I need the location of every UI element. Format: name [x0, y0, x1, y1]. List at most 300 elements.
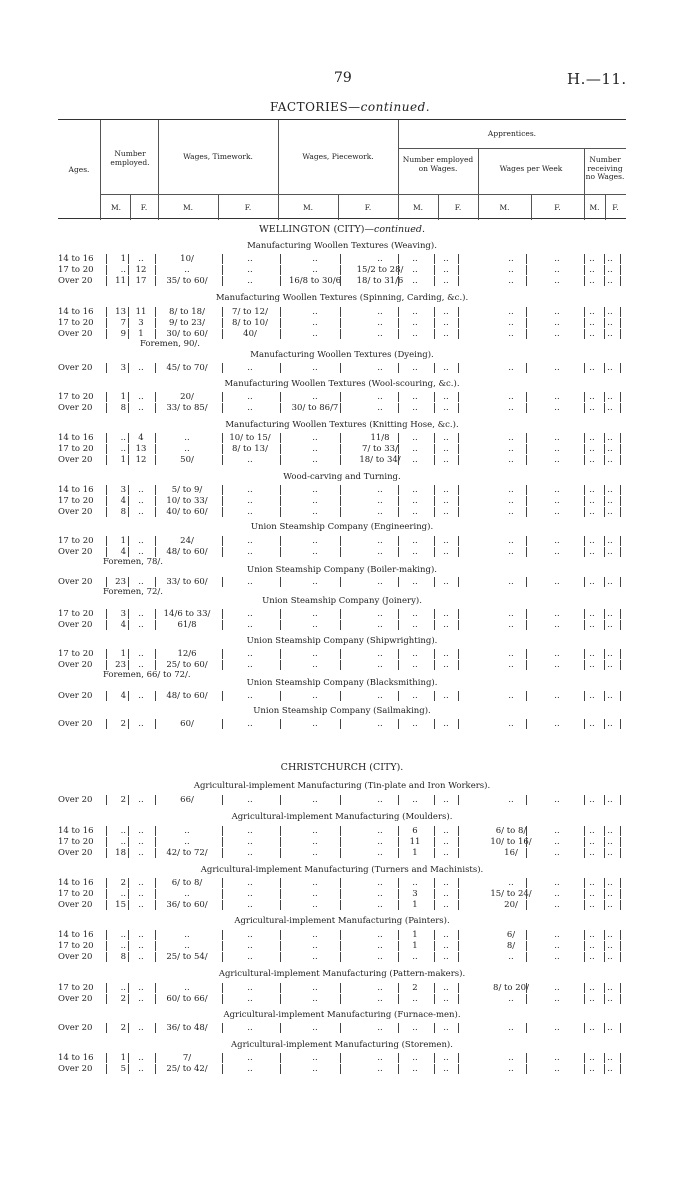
cell-age: 14 to 16 [58, 930, 94, 940]
column-rule [584, 930, 585, 940]
column-rule [434, 900, 435, 910]
cell-app-employed-m: .. [412, 547, 418, 557]
column-rule [604, 620, 605, 630]
column-rule [398, 444, 399, 454]
cell-app-nowages-f: .. [607, 620, 613, 630]
subsection-heading: Union Steamship Company (Joinery). [262, 596, 422, 606]
cell-app-wages-m: .. [508, 455, 514, 465]
cell-app-wages-m: 8/ to 20/ [493, 983, 529, 993]
cell-employed-f: 11 [135, 307, 147, 317]
column-rule [128, 1053, 129, 1063]
cell-timework-m: .. [184, 941, 190, 951]
column-rule [280, 265, 281, 275]
column-rule [128, 254, 129, 264]
column-rule [458, 547, 459, 557]
column-rule [604, 878, 605, 888]
column-rule [434, 577, 435, 587]
column-rule [398, 1023, 399, 1033]
foremen-note: Foremen, 66/ to 72/. [103, 670, 191, 680]
column-rule [340, 1023, 341, 1033]
cell-app-nowages-m: .. [589, 1023, 595, 1033]
column-rule [340, 900, 341, 910]
cell-app-wages-f: .. [554, 329, 560, 339]
cell-app-employed-f: .. [443, 983, 449, 993]
column-rule [620, 719, 621, 729]
column-rule [340, 826, 341, 836]
column-rule [340, 1064, 341, 1074]
column-rule [128, 276, 129, 286]
cell-piecework-f: .. [377, 547, 383, 557]
column-rule [280, 496, 281, 506]
column-rule [340, 496, 341, 506]
cell-timework-m: 7/ [182, 1053, 192, 1063]
column-rule [222, 363, 223, 373]
cell-timework-m: 35/ to 60/ [166, 276, 208, 286]
cell-app-nowages-f: .. [607, 455, 613, 465]
cell-app-nowages-m: .. [589, 392, 595, 402]
column-rule [434, 994, 435, 1004]
cell-piecework-m: .. [312, 660, 318, 670]
column-rule [280, 691, 281, 701]
cell-timework-m: 60/ [180, 719, 194, 729]
cell-app-employed-f: .. [443, 878, 449, 888]
cell-timework-m: .. [184, 930, 190, 940]
column-rule [222, 994, 223, 1004]
column-rule [458, 837, 459, 847]
cell-app-nowages-m: .. [589, 889, 595, 899]
column-rule [280, 433, 281, 443]
column-rule [434, 496, 435, 506]
column-rule [222, 649, 223, 659]
cell-age: Over 20 [58, 900, 93, 910]
column-rule [222, 1064, 223, 1074]
column-rule [128, 878, 129, 888]
cell-app-employed-m: .. [412, 609, 418, 619]
cell-timework-f: .. [247, 848, 253, 858]
column-rule [620, 691, 621, 701]
cell-timework-m: 30/ to 60/ [166, 329, 208, 339]
column-rule [620, 649, 621, 659]
cell-age: 14 to 16 [58, 433, 94, 443]
column-rule [526, 363, 527, 373]
cell-app-nowages-f: .. [607, 609, 613, 619]
column-rule [128, 620, 129, 630]
column-rule [604, 826, 605, 836]
column-rule [584, 547, 585, 557]
foremen-note: Foremen, 90/. [140, 339, 200, 349]
cell-employed-f: .. [138, 826, 144, 836]
column-rule [222, 952, 223, 962]
cell-app-employed-f: .. [443, 609, 449, 619]
cell-employed-m: 15 [115, 900, 126, 910]
cell-app-employed-m: .. [412, 1053, 418, 1063]
column-rule [526, 1053, 527, 1063]
column-rule [222, 620, 223, 630]
cell-piecework-f: .. [377, 889, 383, 899]
cell-employed-f: 3 [138, 318, 144, 328]
column-rule [155, 455, 156, 465]
column-rule [155, 649, 156, 659]
column-rule [106, 1053, 107, 1063]
cell-timework-f: .. [247, 496, 253, 506]
cell-employed-f: .. [138, 1053, 144, 1063]
cell-timework-f: .. [247, 649, 253, 659]
column-rule [584, 795, 585, 805]
column-rule [398, 952, 399, 962]
cell-employed-f: .. [138, 837, 144, 847]
table-row [58, 506, 628, 518]
cell-app-nowages-m: .. [589, 620, 595, 630]
column-rule [280, 276, 281, 286]
column-rule [434, 265, 435, 275]
cell-employed-m: .. [120, 265, 126, 275]
cell-piecework-m: .. [312, 649, 318, 659]
column-rule [458, 254, 459, 264]
cell-age: Over 20 [58, 620, 93, 630]
cell-app-employed-f: .. [443, 889, 449, 899]
column-rule [604, 994, 605, 1004]
column-rule [222, 455, 223, 465]
cell-app-nowages-m: .. [589, 265, 595, 275]
cell-app-nowages-f: .. [607, 307, 613, 317]
cell-timework-f: .. [247, 1053, 253, 1063]
cell-piecework-f: .. [377, 930, 383, 940]
subsection-heading: Agricultural-implement Manufacturing (Tin-plate and Iron Workers). [193, 781, 491, 791]
column-rule [584, 433, 585, 443]
column-rule [458, 719, 459, 729]
cell-app-wages-m: .. [508, 620, 514, 630]
cell-timework-f: .. [247, 826, 253, 836]
cell-timework-f: .. [247, 392, 253, 402]
column-rule [584, 496, 585, 506]
cell-employed-f: .. [138, 363, 144, 373]
column-rule [526, 254, 527, 264]
column-rule [222, 795, 223, 805]
column-rule [340, 455, 341, 465]
column-rule [604, 941, 605, 951]
column-rule [434, 983, 435, 993]
cell-employed-m: 4 [120, 496, 126, 506]
cell-app-nowages-f: .. [607, 837, 613, 847]
column-rule [155, 496, 156, 506]
cell-timework-f: .. [247, 941, 253, 951]
subsection-heading: Agricultural-implement Manufacturing (Painters). [234, 916, 450, 926]
column-rule [398, 507, 399, 517]
cell-app-wages-f: .. [554, 577, 560, 587]
cell-piecework-m: .. [312, 795, 318, 805]
column-rule [620, 392, 621, 402]
column-rule [398, 536, 399, 546]
column-rule [280, 577, 281, 587]
column-rule [340, 952, 341, 962]
cell-app-employed-f: .. [443, 837, 449, 847]
column-rule [458, 1023, 459, 1033]
header-app-wages-per-week: Wages per Week [499, 164, 563, 173]
cell-app-employed-m: .. [412, 795, 418, 805]
column-rule [434, 318, 435, 328]
cell-app-nowages-f: .. [607, 254, 613, 264]
cell-app-nowages-m: .. [589, 1064, 595, 1074]
cell-piecework-m: .. [312, 691, 318, 701]
column-rule [620, 403, 621, 413]
cell-app-wages-f: .. [554, 719, 560, 729]
column-rule [340, 363, 341, 373]
cell-app-employed-m: .. [412, 660, 418, 670]
cell-app-wages-f: .. [554, 848, 560, 858]
cell-app-wages-f: .. [554, 660, 560, 670]
column-rule [280, 1023, 281, 1033]
column-rule [398, 403, 399, 413]
cell-timework-f: .. [247, 507, 253, 517]
cell-app-wages-f: .. [554, 837, 560, 847]
cell-app-employed-m: .. [412, 577, 418, 587]
cell-app-employed-m: .. [412, 994, 418, 1004]
column-rule [398, 620, 399, 630]
cell-timework-m: 5/ to 9/ [171, 485, 203, 495]
cell-piecework-f: .. [377, 878, 383, 888]
table-row [58, 402, 628, 414]
cell-employed-f: .. [138, 983, 144, 993]
cell-age: Over 20 [58, 660, 93, 670]
column-rule [398, 1053, 399, 1063]
column-rule [222, 254, 223, 264]
cell-app-nowages-f: .. [607, 363, 613, 373]
cell-piecework-m: .. [312, 826, 318, 836]
column-rule [526, 983, 527, 993]
column-rule [128, 496, 129, 506]
column-rule [604, 392, 605, 402]
column-rule [584, 507, 585, 517]
cell-piecework-f: .. [377, 1053, 383, 1063]
cell-age: Over 20 [58, 1064, 93, 1074]
cell-app-wages-m: .. [508, 403, 514, 413]
cell-employed-m: .. [120, 941, 126, 951]
column-rule [458, 433, 459, 443]
column-rule [526, 507, 527, 517]
column-rule [604, 254, 605, 264]
subsection-heading: Manufacturing Woollen Textures (Weaving). [247, 241, 437, 251]
cell-piecework-m: .. [312, 455, 318, 465]
column-rule [434, 254, 435, 264]
cell-app-employed-m: .. [412, 329, 418, 339]
cell-employed-f: 17 [135, 276, 147, 286]
column-rule [584, 444, 585, 454]
cell-app-wages-f: .. [554, 609, 560, 619]
column-rule [604, 329, 605, 339]
cell-employed-m: 1 [120, 1053, 126, 1063]
column-rule [280, 392, 281, 402]
cell-employed-m: 2 [120, 878, 126, 888]
cell-piecework-m: .. [312, 329, 318, 339]
cell-app-employed-f: .. [443, 254, 449, 264]
cell-app-nowages-f: .. [607, 536, 613, 546]
column-rule [584, 620, 585, 630]
table-row [58, 794, 628, 806]
column-rule [458, 649, 459, 659]
cell-employed-m: .. [120, 433, 126, 443]
cell-app-wages-m: .. [508, 1023, 514, 1033]
cell-app-wages-m: .. [508, 433, 514, 443]
column-rule [584, 848, 585, 858]
column-rule [458, 660, 459, 670]
cell-app-employed-m: .. [412, 496, 418, 506]
cell-timework-m: 12/6 [177, 649, 197, 659]
cell-app-wages-f: .. [554, 826, 560, 836]
column-rule [128, 609, 129, 619]
column-rule [106, 878, 107, 888]
column-rule [280, 952, 281, 962]
column-rule [584, 609, 585, 619]
column-rule [458, 577, 459, 587]
column-rule [584, 1023, 585, 1033]
cell-app-employed-m: .. [412, 254, 418, 264]
header-m: M. [499, 203, 510, 212]
cell-age: 17 to 20 [58, 318, 94, 328]
cell-piecework-f: 15/2 to 28/ [356, 265, 404, 275]
cell-employed-m: 1 [120, 455, 126, 465]
column-rule [106, 496, 107, 506]
column-rule [434, 795, 435, 805]
cell-employed-m: .. [120, 889, 126, 899]
cell-app-employed-f: .. [443, 941, 449, 951]
column-rule [604, 507, 605, 517]
cell-app-employed-f: .. [443, 403, 449, 413]
column-rule [280, 507, 281, 517]
column-rule [526, 620, 527, 630]
column-rule [620, 889, 621, 899]
cell-employed-m: 1 [120, 649, 126, 659]
column-rule [604, 536, 605, 546]
cell-app-nowages-m: .. [589, 660, 595, 670]
column-rule [584, 485, 585, 495]
cell-employed-f: .. [138, 994, 144, 1004]
cell-timework-m: 6/ to 8/ [171, 878, 203, 888]
column-rule [398, 900, 399, 910]
column-rule [222, 719, 223, 729]
column-rule [398, 826, 399, 836]
column-rule [526, 318, 527, 328]
cell-timework-f: .. [247, 485, 253, 495]
cell-piecework-f: .. [377, 307, 383, 317]
cell-app-employed-m: .. [412, 620, 418, 630]
column-rule [584, 403, 585, 413]
cell-age: 17 to 20 [58, 837, 94, 847]
column-rule [280, 941, 281, 951]
cell-piecework-m: .. [312, 444, 318, 454]
column-rule [620, 609, 621, 619]
column-rule [106, 983, 107, 993]
cell-app-employed-m: .. [412, 433, 418, 443]
column-rule [458, 691, 459, 701]
cell-piecework-f: .. [377, 983, 383, 993]
header-f: F. [554, 203, 561, 212]
cell-app-employed-f: .. [443, 276, 449, 286]
cell-app-wages-f: .. [554, 889, 560, 899]
cell-piecework-f: .. [377, 848, 383, 858]
cell-app-employed-f: .. [443, 620, 449, 630]
cell-app-nowages-m: .. [589, 547, 595, 557]
cell-timework-m: 40/ to 60/ [166, 507, 208, 517]
cell-employed-m: 9 [120, 329, 126, 339]
cell-app-wages-f: .. [554, 254, 560, 264]
column-rule [155, 826, 156, 836]
column-rule [526, 952, 527, 962]
cell-employed-m: 1 [120, 254, 126, 264]
cell-piecework-f: .. [377, 496, 383, 506]
cell-piecework-f: .. [377, 826, 383, 836]
column-rule [106, 444, 107, 454]
cell-app-wages-m: .. [508, 649, 514, 659]
column-rule [222, 878, 223, 888]
cell-app-wages-f: .. [554, 900, 560, 910]
cell-app-wages-m: .. [508, 329, 514, 339]
cell-piecework-f: .. [377, 318, 383, 328]
column-rule [620, 318, 621, 328]
cell-app-nowages-f: .. [607, 444, 613, 454]
cell-app-wages-m: .. [508, 609, 514, 619]
cell-age: 14 to 16 [58, 1053, 94, 1063]
column-rule [584, 536, 585, 546]
subsection-heading: Agricultural-implement Manufacturing (Furnace-men). [223, 1010, 461, 1020]
cell-timework-m: 36/ to 60/ [166, 900, 208, 910]
cell-app-wages-f: .. [554, 444, 560, 454]
cell-piecework-m: .. [312, 983, 318, 993]
column-rule [280, 485, 281, 495]
cell-app-nowages-f: .. [607, 941, 613, 951]
cell-timework-f: .. [247, 547, 253, 557]
cell-employed-f: .. [138, 848, 144, 858]
cell-app-nowages-m: .. [589, 994, 595, 1004]
cell-app-employed-f: .. [443, 1064, 449, 1074]
column-rule [106, 900, 107, 910]
cell-piecework-f: .. [377, 952, 383, 962]
column-rule [434, 620, 435, 630]
cell-app-nowages-m: .. [589, 837, 595, 847]
cell-employed-m: .. [120, 826, 126, 836]
column-rule [398, 265, 399, 275]
column-rule [106, 691, 107, 701]
cell-piecework-m: .. [312, 265, 318, 275]
column-rule [458, 994, 459, 1004]
column-rule [398, 889, 399, 899]
cell-timework-m: 61/8 [177, 620, 197, 630]
column-rule [620, 433, 621, 443]
column-rule [155, 536, 156, 546]
column-rule [434, 403, 435, 413]
column-rule [620, 837, 621, 847]
cell-age: 14 to 16 [58, 307, 94, 317]
cell-timework-m: .. [184, 837, 190, 847]
column-rule [584, 691, 585, 701]
table-row [58, 718, 628, 730]
column-rule [584, 900, 585, 910]
header-f: F. [612, 203, 619, 212]
cell-app-wages-m: 15/ to 24/ [490, 889, 532, 899]
cell-employed-m: 23 [115, 577, 126, 587]
cell-age: 17 to 20 [58, 609, 94, 619]
column-rule [620, 620, 621, 630]
column-rule [604, 719, 605, 729]
column-rule [398, 941, 399, 951]
column-rule [280, 795, 281, 805]
cell-app-employed-m: 6 [412, 826, 418, 836]
cell-app-wages-f: .. [554, 1064, 560, 1074]
column-rule [222, 660, 223, 670]
cell-app-nowages-m: .. [589, 577, 595, 587]
column-rule [155, 941, 156, 951]
cell-employed-m: .. [120, 837, 126, 847]
column-rule [434, 507, 435, 517]
